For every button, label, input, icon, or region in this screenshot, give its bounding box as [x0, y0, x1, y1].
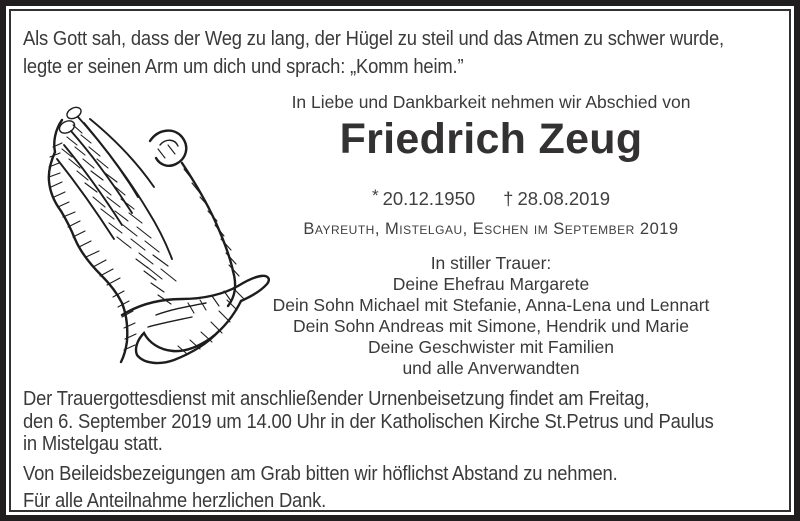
- mourner-line: Deine Ehefrau Margarete: [392, 274, 590, 294]
- intro-quote-line1: Als Gott sah, dass der Weg zu lang, der Hügel zu steil und das Atmen zu schwer wurde,: [23, 28, 724, 50]
- mourner-line: Deine Geschwister mit Familien: [367, 337, 615, 357]
- farewell-line: In Liebe und Dankbarkeit nehmen wir Abschied von: [291, 92, 691, 112]
- birth-date: 20.12.1950: [382, 188, 476, 209]
- announcement-column: [11, 91, 789, 379]
- mourner-line: Dein Sohn Michael mit Stefanie, Anna-Lena und Lennart: [272, 295, 710, 315]
- service-info-line3: in Mistelgau statt.: [23, 433, 163, 455]
- mourner-line: und alle Anverwandten: [402, 358, 580, 378]
- birth-date-group: [372, 184, 475, 211]
- service-info-line1: Der Trauergottesdienst mit anschließender Urnenbeisetzung findet am Freitag,: [23, 388, 650, 410]
- mourning-header: In stiller Trauer:: [430, 253, 552, 273]
- mourner-line: Dein Sohn Andreas mit Simone, Hendrik und Marie: [293, 316, 689, 336]
- birth-star-icon: *: [371, 186, 379, 205]
- deceased-name: Friedrich Zeug: [339, 115, 643, 163]
- thanks-note: Für alle Anteilnahme herzlichen Dank.: [23, 489, 327, 512]
- death-cross-icon: †: [503, 188, 514, 209]
- mourners-list: [233, 274, 749, 379]
- life-dates: [233, 184, 749, 211]
- service-info: [23, 388, 728, 456]
- intro-quote-line2: legte er seinen Arm um dich und sprach: „Komm heim.”: [23, 56, 464, 78]
- places-line: Bayreuth, Mistelgau, Eschen im September 2019: [303, 220, 679, 238]
- death-date-group: [503, 187, 610, 211]
- obituary-card: [9, 9, 791, 512]
- service-info-line2: den 6. September 2019 um 14.00 Uhr in der Katholischen Kirche St.Petrus und Paulus: [23, 410, 714, 433]
- condolence-note: Von Beileidsbezeigungen am Grab bitten wir höflichst Abstand zu nehmen.: [23, 462, 618, 485]
- intro-quote: [23, 25, 728, 81]
- death-date: 28.08.2019: [517, 188, 611, 209]
- frame-gap: [6, 6, 794, 515]
